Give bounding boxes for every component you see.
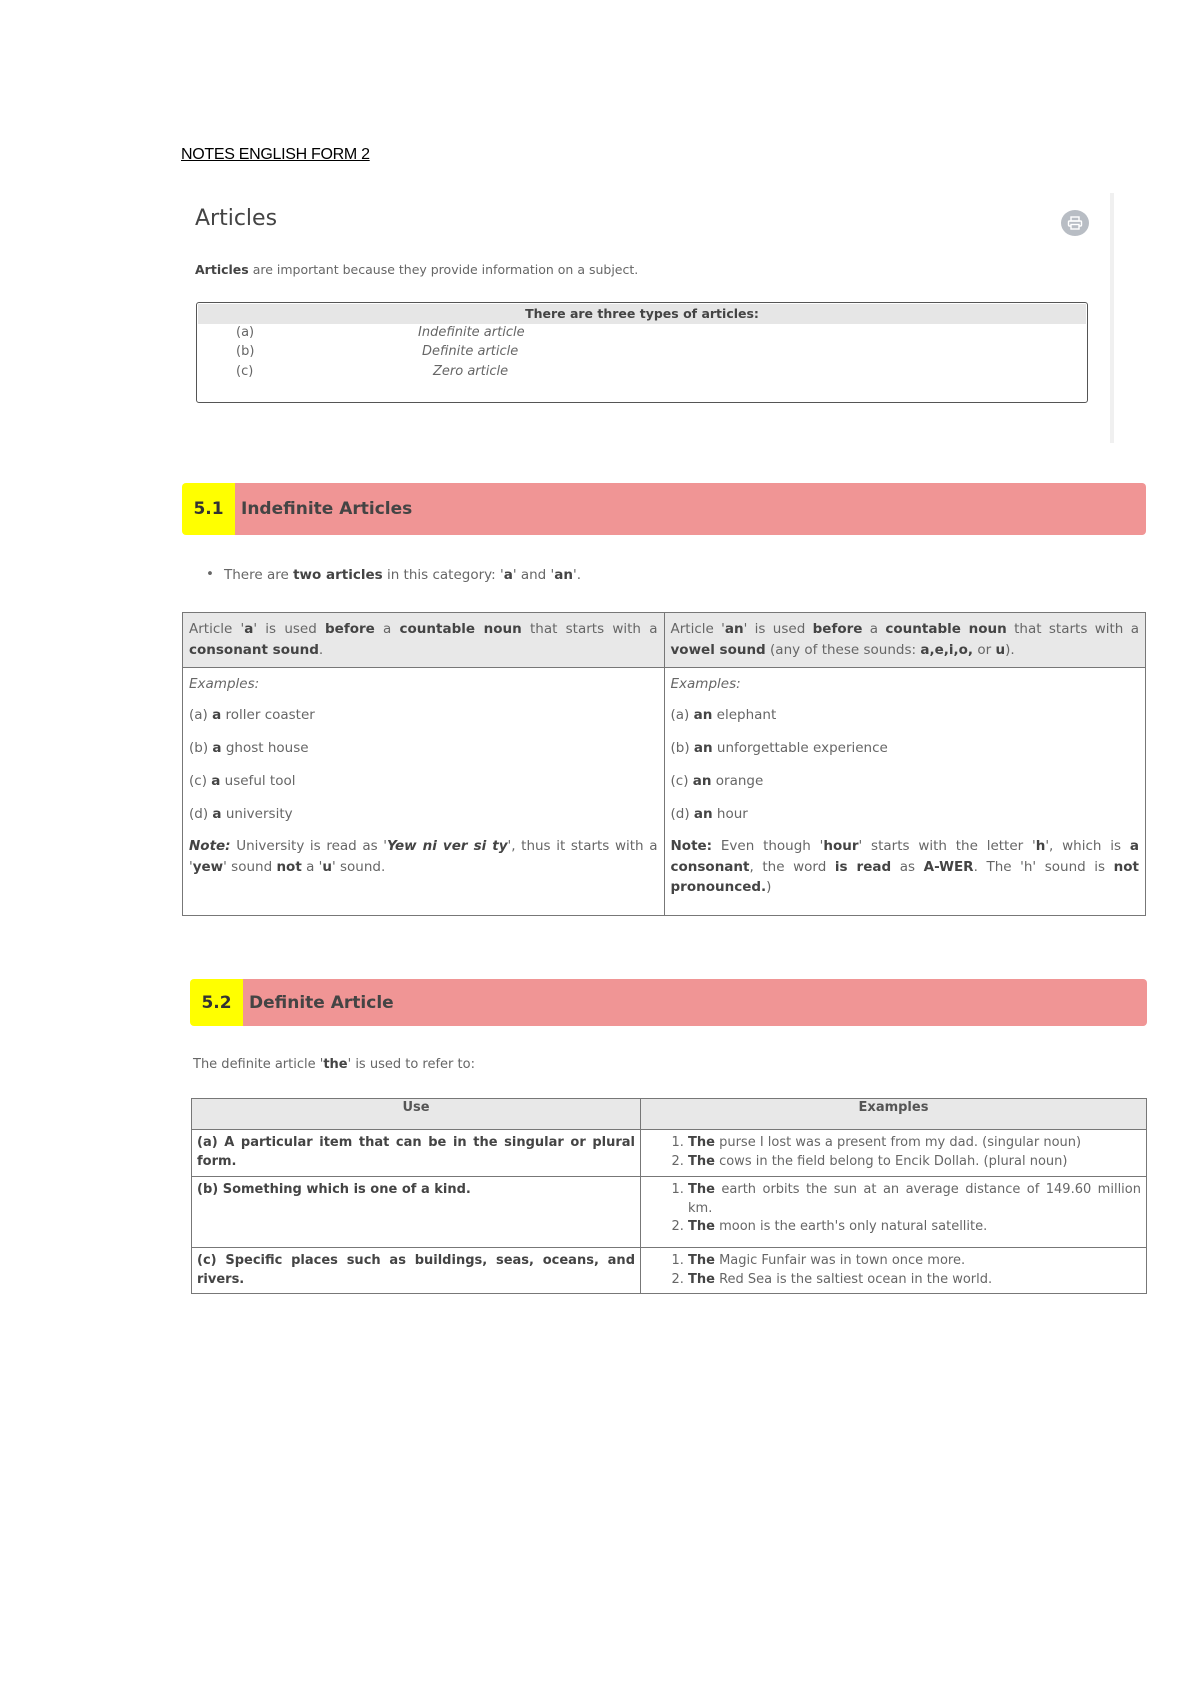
section-title-bar: Indefinite Articles xyxy=(235,483,1146,535)
example-item: (c) a useful tool xyxy=(189,772,296,789)
article-types-header: There are three types of articles: xyxy=(198,304,1086,324)
section-number: 5.2 xyxy=(190,979,243,1026)
a-examples-cell: Examples: (a) a roller coaster (b) a ghost house (c) a useful tool (d) a university Note: University is read as 'Yew ni ver si ty', thus it starts with a 'yew' sound not a 'u' sound. xyxy=(183,667,665,915)
articles-heading: Articles xyxy=(195,206,278,231)
a-usage-cell: Article 'a' is used before a countable noun that starts with a consonant sound. xyxy=(183,613,665,668)
section-title-bar: Definite Article xyxy=(243,979,1147,1026)
examples-cell: 1. The Magic Funfair was in town once more. 2. The Red Sea is the saltiest ocean in the world. xyxy=(641,1247,1147,1294)
use-cell: (b) Something which is one of a kind. xyxy=(192,1176,641,1247)
example-item: (a) a roller coaster xyxy=(189,706,315,723)
table-row xyxy=(192,1176,1147,1247)
table-row xyxy=(192,1130,1147,1177)
definite-article-table xyxy=(191,1098,1147,1294)
definite-intro: The definite article 'the' is used to refer to: xyxy=(193,1057,475,1072)
column-header-use: Use xyxy=(192,1099,641,1130)
articles-intro: Articles are important because they provide information on a subject. xyxy=(195,262,639,277)
example-item: (b) a ghost house xyxy=(189,739,309,756)
printer-icon xyxy=(1067,216,1083,230)
use-cell: (a) A particular item that can be in the singular or plural form. xyxy=(192,1130,641,1177)
example-item: (d) a university xyxy=(189,805,293,822)
note-text: Note: University is read as 'Yew ni ver si ty', thus it starts with a 'yew' sound not a 'u' sound. xyxy=(189,838,658,875)
an-examples-cell: Examples: (a) an elephant (b) an unforgettable experience (c) an orange (d) an hour Note: Even though 'hour' starts with the letter 'h', which is a consonant, the word is read as A-WER. The 'h' sound is not pronounced.) xyxy=(664,667,1146,915)
an-usage-cell: Article 'an' is used before a countable noun that starts with a vowel sound (any of these sounds: a,e,i,o, or u). xyxy=(664,613,1146,668)
example-item: (a) an elephant xyxy=(670,706,777,723)
column-header-examples: Examples xyxy=(641,1099,1147,1130)
examples-cell: 1. The purse I lost was a present from my dad. (singular noun) 2. The cows in the field belong to Encik Dollah. (plural noun) xyxy=(641,1130,1147,1177)
use-cell: (c) Specific places such as buildings, seas, oceans, and rivers. xyxy=(192,1247,641,1294)
panel-divider xyxy=(1110,193,1114,443)
table-row xyxy=(192,1247,1147,1294)
indefinite-articles-table xyxy=(182,612,1146,916)
section-number: 5.1 xyxy=(182,483,235,535)
print-button[interactable] xyxy=(1061,210,1089,236)
example-item: (d) an hour xyxy=(670,805,748,822)
example-item: (c) an orange xyxy=(670,772,764,789)
examples-cell: 1. The earth orbits the sun at an average distance of 149.60 million km. 2. The moon is the earth's only natural satellite. xyxy=(641,1176,1147,1247)
bullet-item: • There are two articles in this category: 'a' and 'an'. xyxy=(206,566,581,583)
example-item: (b) an unforgettable experience xyxy=(670,739,888,756)
document-title: NOTES ENGLISH FORM 2 xyxy=(181,146,370,163)
note-text: Note: Even though 'hour' starts with the letter 'h', which is a consonant, the word is read as A-WER. The 'h' sound is not pronounced.) xyxy=(670,838,1139,895)
